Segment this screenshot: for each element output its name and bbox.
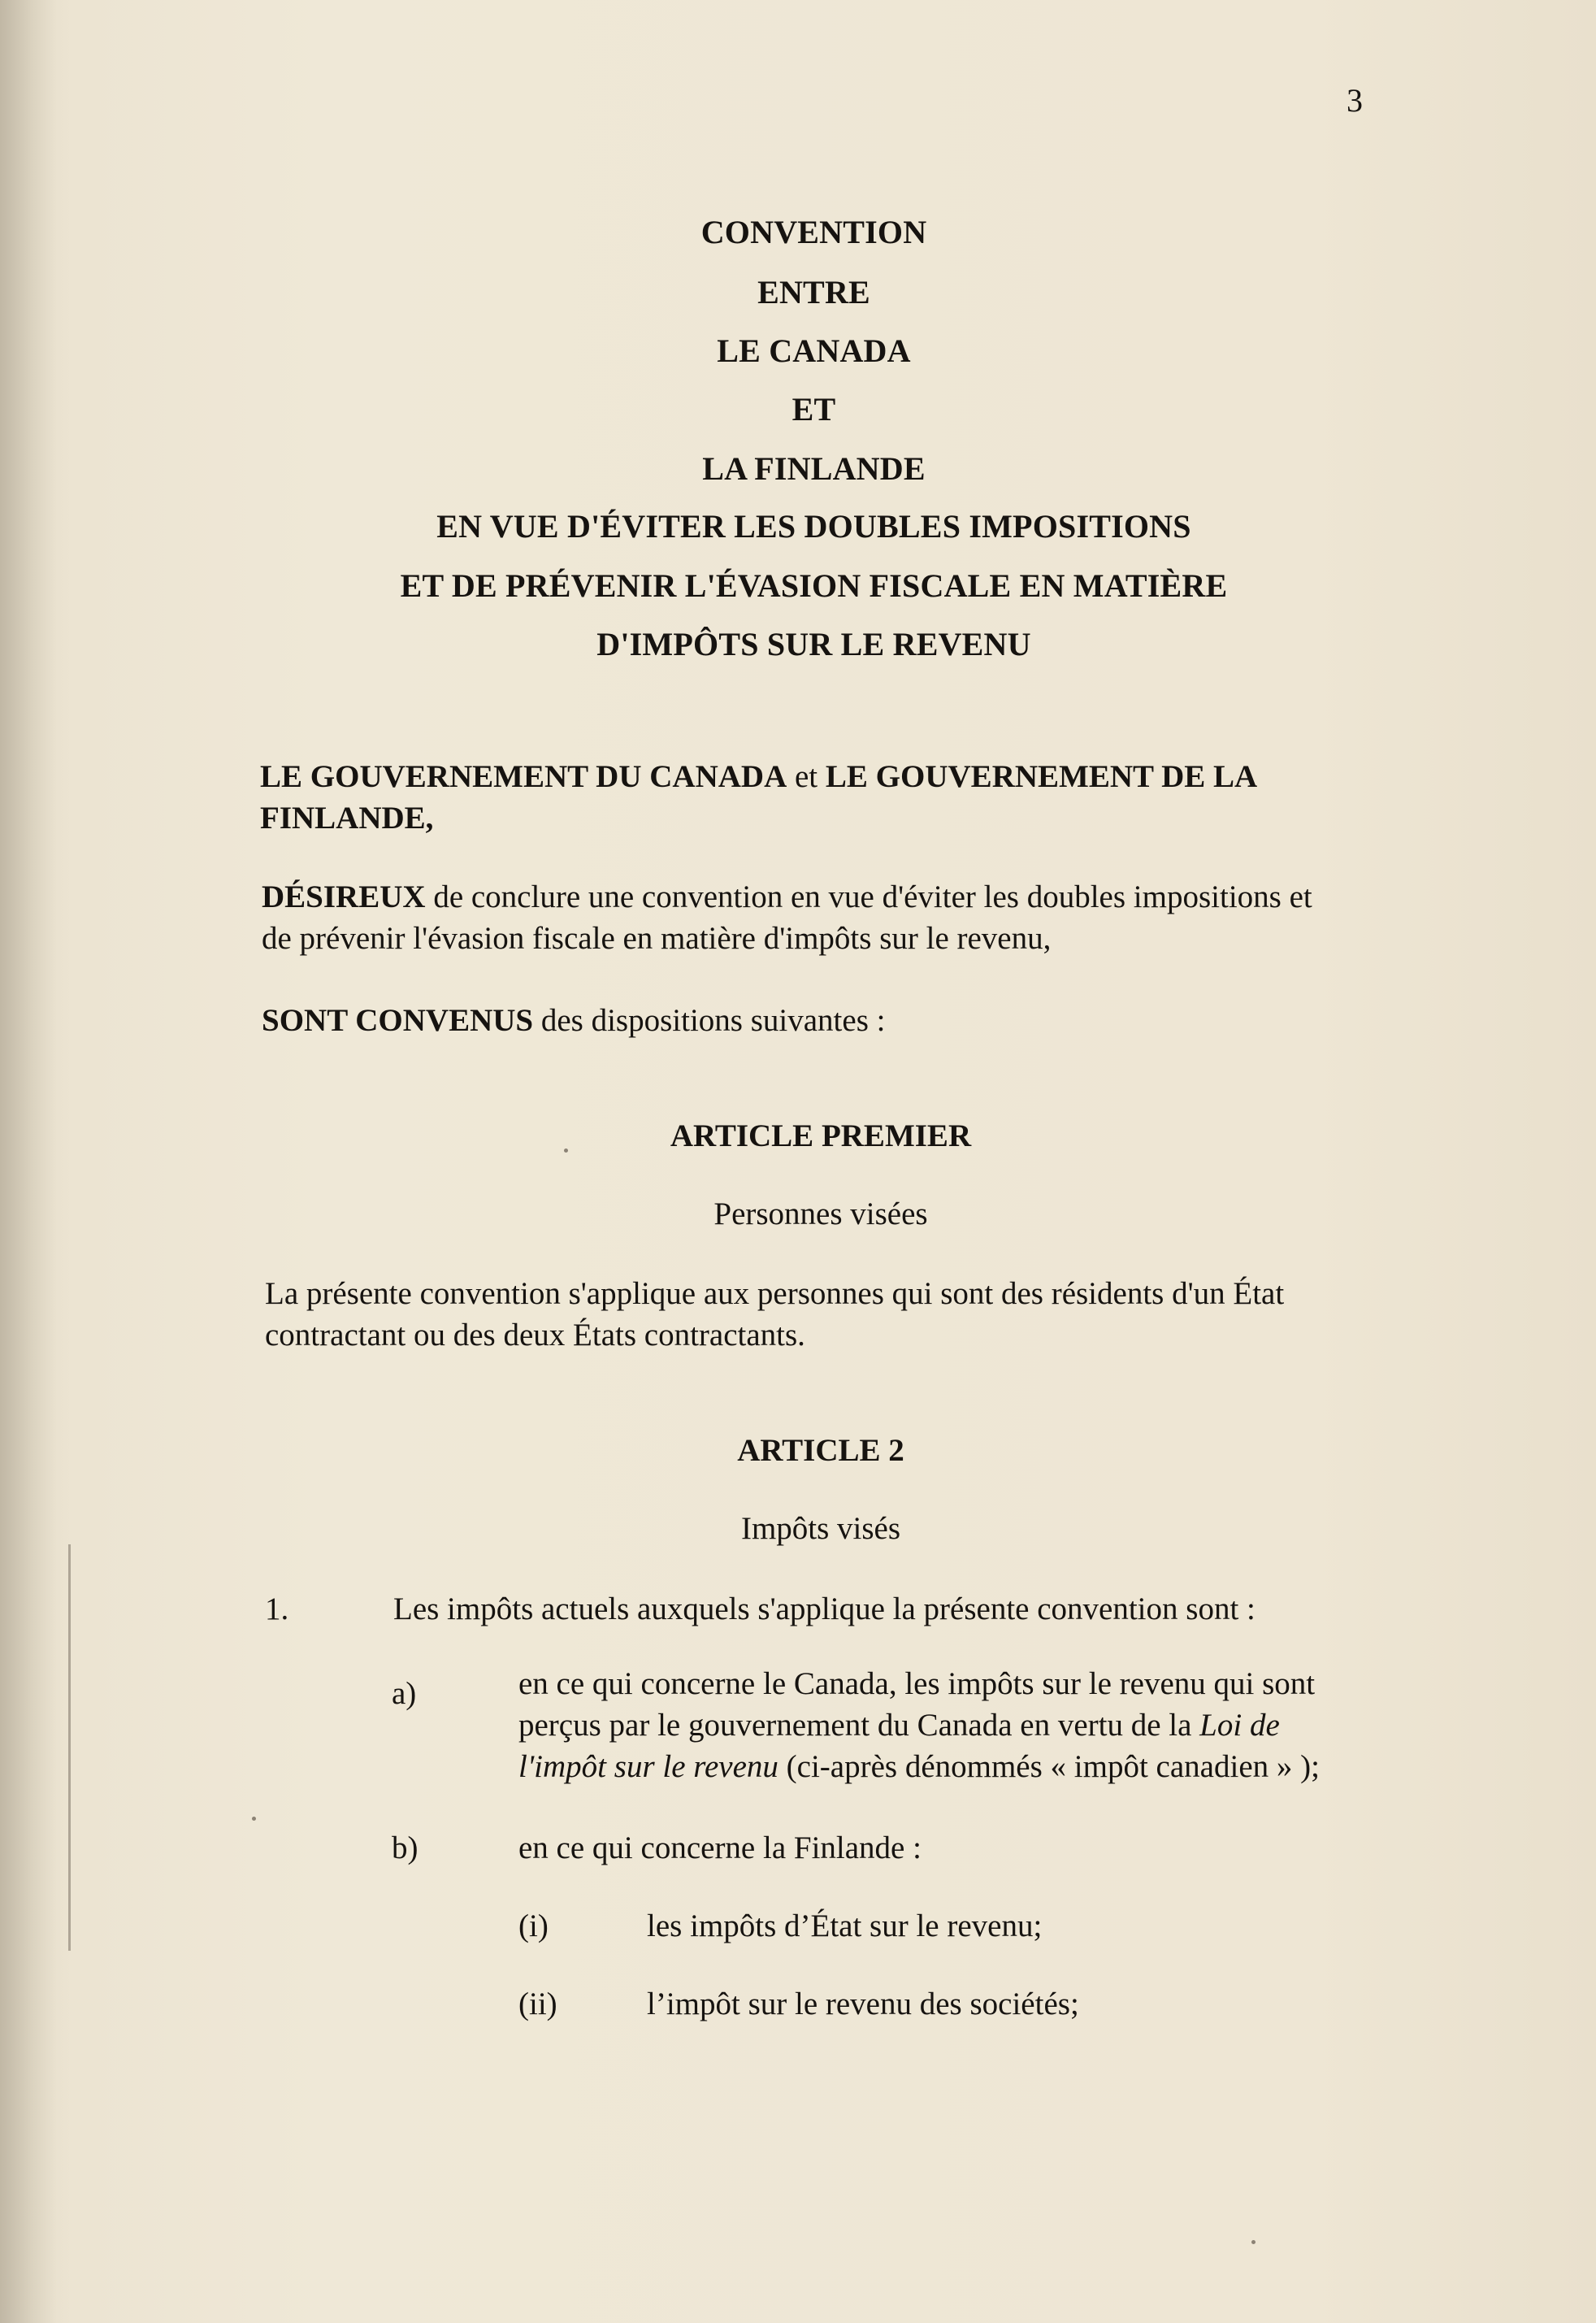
subitem-i-text: les impôts d’État sur le revenu; [647, 1908, 1043, 1943]
sont-convenus-text: des dispositions suivantes : [540, 1003, 886, 1038]
title-line-5: LA FINLANDE [702, 450, 926, 487]
article-1-heading: ARTICLE PREMIER [670, 1118, 972, 1153]
title-line-7: ET DE PRÉVENIR L'ÉVASION FISCALE EN MATIÈRE [400, 567, 1228, 604]
subitem-i-label: (i) [518, 1908, 549, 1943]
party-conjunction: et [795, 759, 818, 794]
item-a-law-title-start: Loi de [1199, 1708, 1280, 1743]
item-b-text: en ce qui concerne la Finlande : [518, 1830, 922, 1865]
item-a-law-title-end: l'impôt sur le revenu [518, 1749, 778, 1784]
subitem-ii-text: l’impôt sur le revenu des sociétés; [647, 1986, 1079, 2021]
item-a-line-1: en ce qui concerne le Canada, les impôts sur le revenu qui sont [518, 1666, 1316, 1701]
desireux-keyword: DÉSIREUX [262, 879, 426, 914]
article-1-line-1: La présente convention s'applique aux personnes qui sont des résidents d'un État [265, 1276, 1285, 1311]
desireux-line-2: de prévenir l'évasion fiscale en matière d'impôts sur le revenu, [262, 921, 1052, 956]
page-fold-mark [68, 1544, 71, 1951]
title-line-1: CONVENTION [700, 214, 927, 250]
party-finland: LE GOUVERNEMENT DE LA [825, 759, 1258, 794]
sont-convenus-paragraph [262, 1000, 1399, 1041]
sont-convenus-keyword: SONT CONVENUS [262, 1003, 534, 1038]
article-2-subheading: Impôts visés [740, 1511, 901, 1546]
paragraph-1-text: Les impôts actuels auxquels s'applique la présente convention sont : [393, 1591, 1256, 1626]
item-a-line-2: perçus par le gouvernement du Canada en vertu de la [518, 1708, 1192, 1743]
title-line-8: D'IMPÔTS SUR LE REVENU [596, 626, 1031, 662]
item-a-line-3: (ci-après dénommés « impôt canadien » ); [786, 1749, 1320, 1784]
page-number: 3 [1347, 82, 1363, 119]
title-line-6: EN VUE D'ÉVITER LES DOUBLES IMPOSITIONS [436, 508, 1191, 545]
desireux-paragraph [262, 876, 1399, 959]
item-a-label: a) [392, 1676, 417, 1711]
desireux-line-1: de conclure une convention en vue d'éviter les doubles impositions et [433, 879, 1312, 914]
article-1-subheading: Personnes visées [713, 1196, 928, 1231]
parties-paragraph [260, 756, 1381, 839]
item-a-text [518, 1663, 1412, 1787]
party-canada: LE GOUVERNEMENT DU CANADA [260, 759, 787, 794]
article-2-heading: ARTICLE 2 [737, 1433, 904, 1468]
title-line-2: ENTRE [757, 274, 870, 310]
subitem-ii-label: (ii) [518, 1986, 557, 2021]
item-b-label: b) [392, 1830, 419, 1865]
ink-speck [252, 1817, 256, 1821]
title-line-3: LE CANADA [717, 332, 911, 369]
paragraph-1-number: 1. [265, 1591, 289, 1626]
title-line-4: ET [791, 391, 836, 428]
party-finland-tail: FINLANDE, [260, 801, 434, 836]
ink-speck [564, 1148, 568, 1153]
article-1-paragraph [265, 1273, 1403, 1356]
article-1-line-2: contractant ou des deux États contractants. [265, 1318, 805, 1353]
ink-speck [1251, 2240, 1256, 2244]
